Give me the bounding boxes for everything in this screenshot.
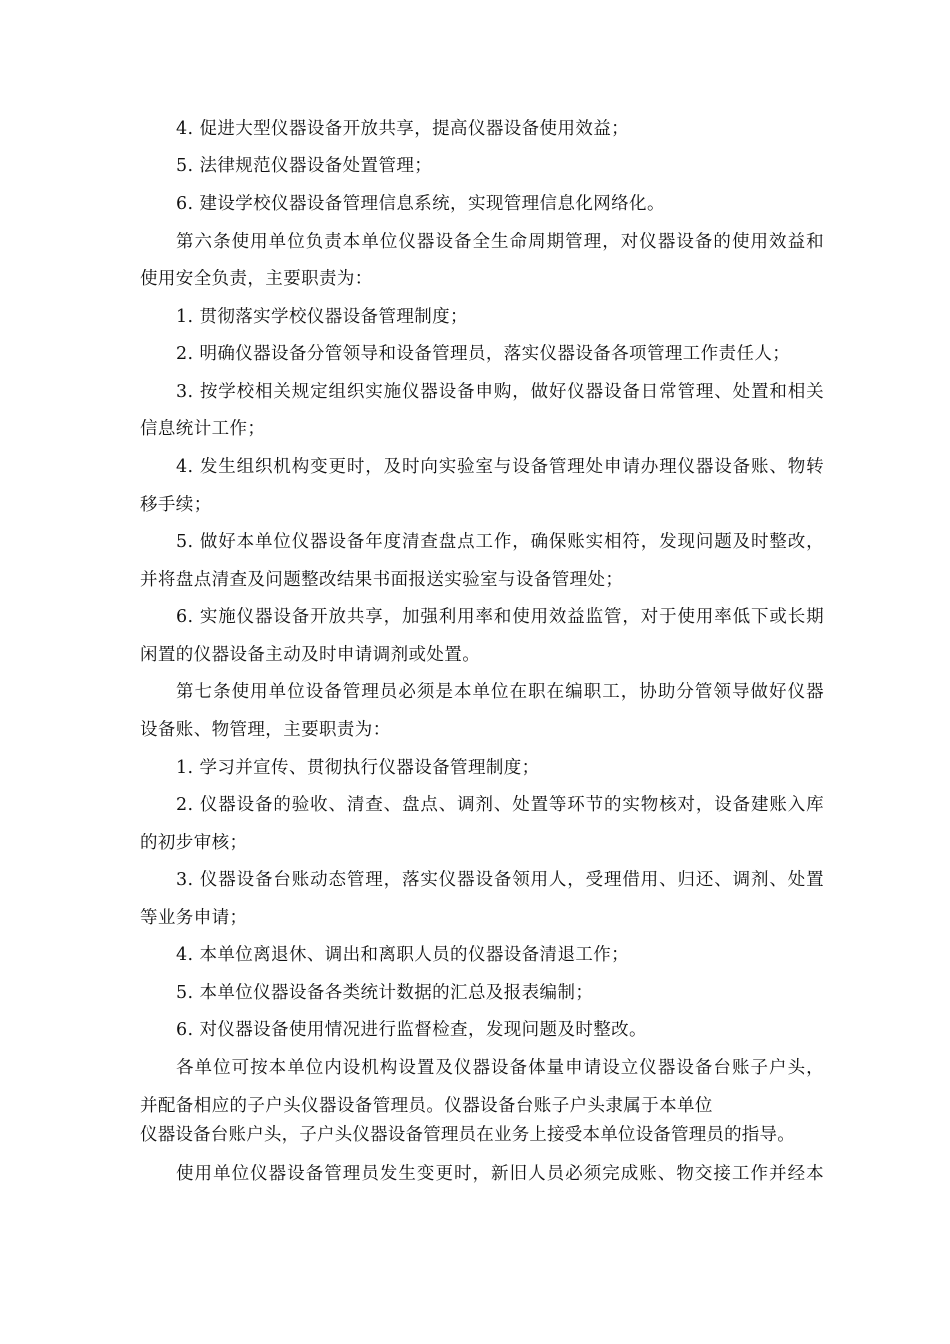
text-line: 2. 明确仪器设备分管领导和设备管理员，落实仪器设备各项管理工作责任人； bbox=[176, 344, 791, 364]
text-line: 5. 做好本单位仪器设备年度清查盘点工作，确保账实相符，发现问题及时整改， bbox=[176, 532, 824, 552]
text-line: 仪器设备台账户头，子户头仪器设备管理员在业务上接受本单位设备管理员的指导。 bbox=[140, 1125, 795, 1145]
text-line: 各单位可按本单位内设机构设置及仪器设备体量申请设立仪器设备台账子户头， bbox=[176, 1058, 824, 1078]
text-line: 3. 按学校相关规定组织实施仪器设备申购，做好仪器设备日常管理、处置和相关 bbox=[176, 382, 824, 402]
text-line: 设备账、物管理，主要职责为： bbox=[140, 720, 391, 740]
text-line: 4. 发生组织机构变更时，及时向实验室与设备管理处申请办理仪器设备账、物转 bbox=[176, 457, 824, 477]
text-line: 第七条使用单位设备管理员必须是本单位在职在编职工，协助分管领导做好仪器 bbox=[176, 682, 824, 702]
text-line: 等业务申请； bbox=[140, 908, 248, 928]
text-line: 的初步审核； bbox=[140, 833, 248, 853]
text-line: 5. 本单位仪器设备各类统计数据的汇总及报表编制； bbox=[176, 983, 594, 1003]
text-line: 6. 实施仪器设备开放共享，加强利用率和使用效益监管，对于使用率低下或长期 bbox=[176, 607, 824, 627]
text-line: 2. 仪器设备的验收、清查、盘点、调剂、处置等环节的实物核对，设备建账入库 bbox=[176, 795, 824, 815]
text-line: 6. 对仪器设备使用情况进行监督检查，发现问题及时整改。 bbox=[176, 1020, 647, 1040]
text-line: 第六条使用单位负责本单位仪器设备全生命周期管理，对仪器设备的使用效益和 bbox=[176, 232, 824, 252]
text-line: 闲置的仪器设备主动及时申请调剂或处置。 bbox=[140, 645, 481, 665]
text-line: 使用单位仪器设备管理员发生变更时，新旧人员必须完成账、物交接工作并经本 bbox=[176, 1164, 824, 1184]
text-line: 5. 法律规范仪器设备处置管理； bbox=[176, 156, 433, 176]
text-line: 4. 本单位离退休、调出和离职人员的仪器设备清退工作； bbox=[176, 945, 630, 965]
text-line: 并将盘点清查及问题整改结果书面报送实验室与设备管理处； bbox=[140, 570, 624, 590]
text-line: 1. 贯彻落实学校仪器设备管理制度； bbox=[176, 307, 468, 327]
text-line: 4. 促进大型仪器设备开放共享，提高仪器设备使用效益； bbox=[176, 119, 630, 139]
text-line: 3. 仪器设备台账动态管理，落实仪器设备领用人，受理借用、归还、调剂、处置 bbox=[176, 870, 824, 890]
text-line: 使用安全负责，主要职责为： bbox=[140, 269, 373, 289]
text-line: 1. 学习并宣传、贯彻执行仪器设备管理制度； bbox=[176, 758, 540, 778]
text-line: 信息统计工作； bbox=[140, 419, 266, 439]
text-line: 移手续； bbox=[140, 495, 212, 515]
text-line: 并配备相应的子户头仪器设备管理员。仪器设备台账子户头隶属于本单位 bbox=[140, 1096, 713, 1116]
text-line: 6. 建设学校仪器设备管理信息系统，实现管理信息化网络化。 bbox=[176, 194, 665, 214]
